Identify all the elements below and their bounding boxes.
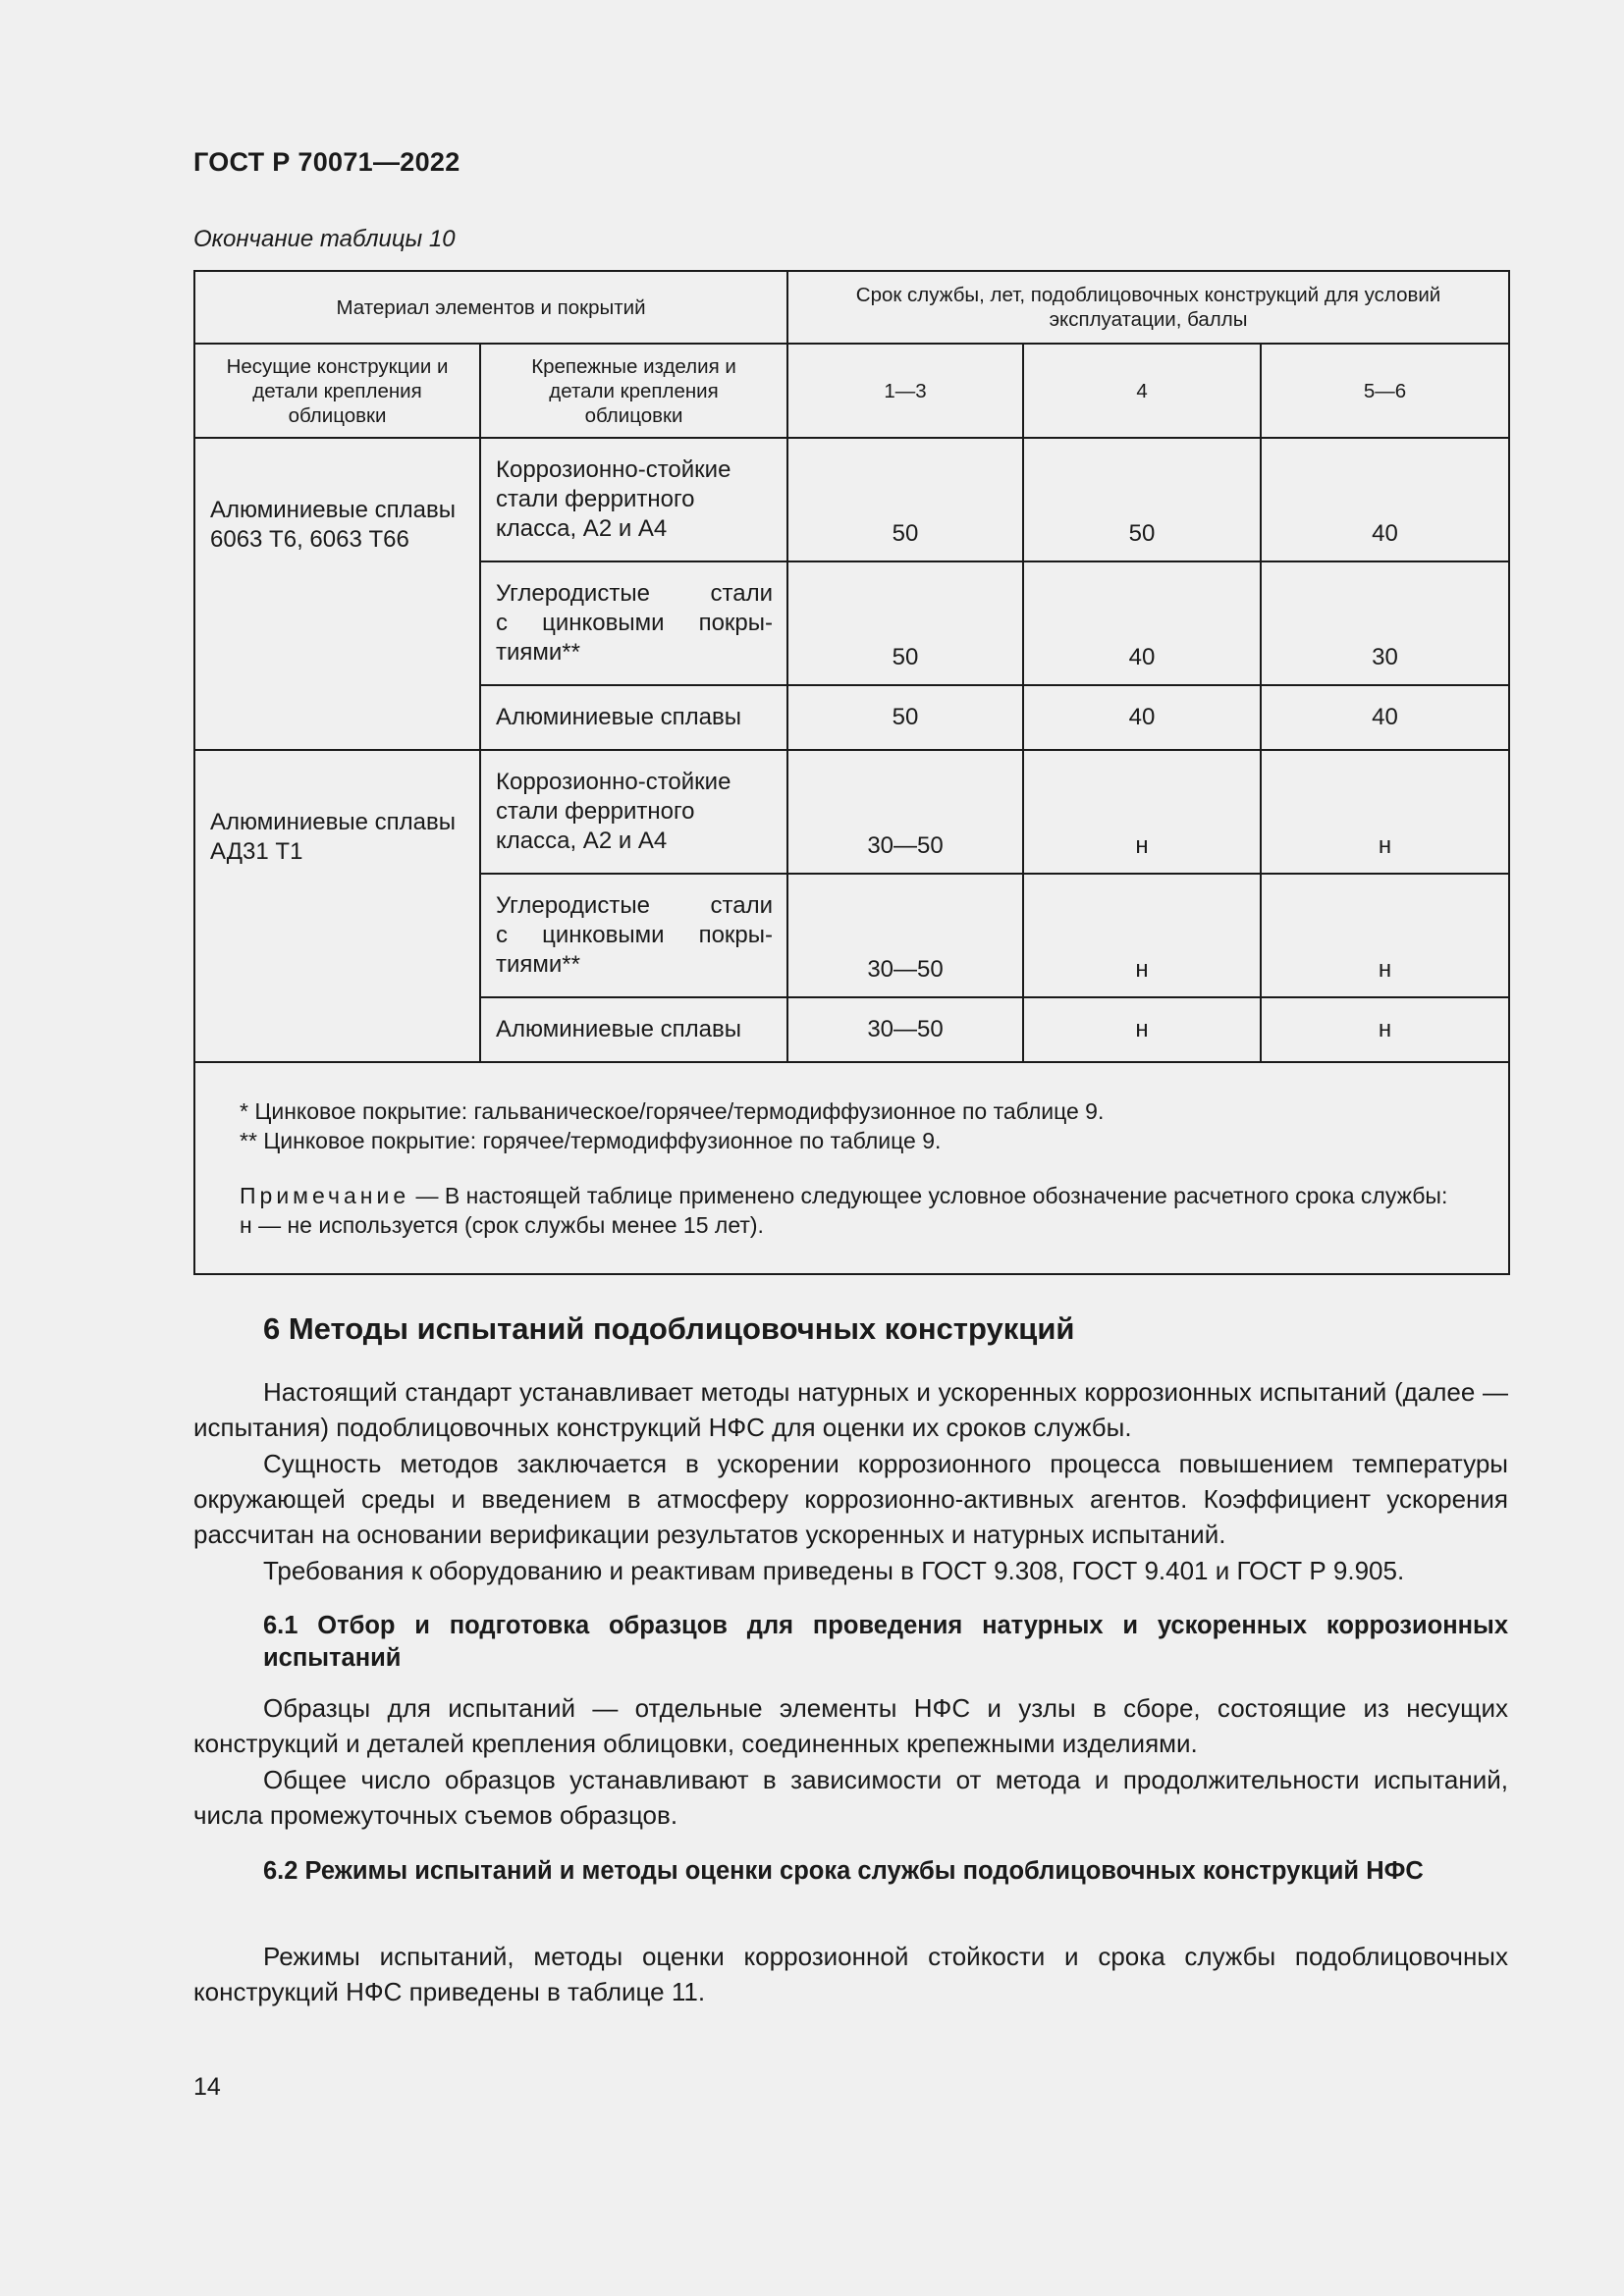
paragraph — [193, 1939, 1508, 2009]
footnote-2: ** Цинковое покрытие: горячее/термодиффузионное по таблице 9. — [240, 1128, 942, 1153]
fastener-line: с цинковыми покры- — [496, 610, 774, 636]
support-material-cell — [194, 750, 480, 1062]
value-cell: н — [1261, 874, 1509, 997]
fastener-line: тиями** — [496, 639, 580, 666]
value-cell: 50 — [1023, 438, 1261, 561]
value-cell: н — [1023, 997, 1261, 1062]
header-cond-5-6: 5—6 — [1261, 344, 1509, 438]
value-cell: 30 — [1261, 561, 1509, 685]
value-cell: 30—50 — [787, 997, 1023, 1062]
value-cell: 50 — [787, 685, 1023, 750]
table-header-row-2 — [194, 344, 1509, 438]
value-cell: н — [1023, 874, 1261, 997]
value-cell: 40 — [1023, 561, 1261, 685]
paragraph — [193, 1690, 1508, 1761]
paragraph-text: Сущность методов заключается в ускорении коррозионного процесса повышением температуры окружающей среды и введением в атмосферу коррозионно-активных агентов. Коэффициент ускорения рассчитан на основании верификации результатов ускоренных и натурных испытаний. — [193, 1449, 1508, 1549]
fastener-line: Углеродистые стали — [496, 892, 774, 919]
section-title: 6 Методы испытаний подоблицовочных конструкций — [263, 1311, 1075, 1346]
note-label: Примечание — [240, 1183, 410, 1208]
fastener-cell: Алюминиевые сплавы — [480, 997, 787, 1062]
support-material-text: Алюминиевые сплавы АД31 Т1 — [210, 809, 457, 865]
paragraph-text: Режимы испытаний, методы оценки коррозионной стойкости и срока службы подоблицовочных конструкций НФС приведены в таблице 11. — [193, 1942, 1508, 2006]
value-cell: 40 — [1261, 438, 1509, 561]
value-cell: 30—50 — [787, 874, 1023, 997]
value-cell: 30—50 — [787, 750, 1023, 874]
standard-code: ГОСТ Р 70071—2022 — [193, 147, 460, 177]
header-fastener: Крепежные изделия и детали крепления облицовки — [480, 344, 787, 438]
subsection-title-6-1: 6.1 Отбор и подготовка образцов для проведения натурных и ускоренных коррозионных испытаний — [263, 1612, 1508, 1672]
table-header-row-1 — [194, 271, 1509, 344]
paragraph — [193, 1762, 1508, 1833]
fastener-cell — [480, 874, 787, 997]
table-notes — [194, 1062, 1509, 1274]
value-cell: н — [1023, 750, 1261, 874]
fastener-line: с цинковыми покры- — [496, 922, 774, 948]
footnote-1: * Цинковое покрытие: гальваническое/горячее/термодиффузионное по таблице 9. — [240, 1098, 1105, 1124]
paragraph-text: Настоящий стандарт устанавливает методы натурных и ускоренных коррозионных испытаний (далее — испытания) подоблицовочных конструкций НФС для оценки их сроков службы. — [193, 1377, 1508, 1442]
table-caption: Окончание таблицы 10 — [193, 226, 456, 252]
fastener-cell — [480, 561, 787, 685]
header-service-life: Срок службы, лет, подоблицовочных конструкций для условий эксплуатации, баллы — [787, 271, 1509, 344]
table-row — [194, 750, 1509, 874]
service-life-table — [193, 270, 1510, 1275]
paragraph-text: Общее число образцов устанавливают в зависимости от метода и продолжительности испытаний, числа промежуточных съемов образцов. — [193, 1765, 1508, 1830]
value-cell: 50 — [787, 438, 1023, 561]
value-cell: н — [1261, 750, 1509, 874]
paragraph — [193, 1446, 1508, 1552]
table-notes-row — [194, 1062, 1509, 1274]
value-cell: 40 — [1261, 685, 1509, 750]
fastener-line: тиями** — [496, 951, 580, 978]
table-note — [210, 1181, 1492, 1210]
support-material-text: Алюминиевые сплавы 6063 Т6, 6063 Т66 — [210, 497, 457, 553]
header-support: Несущие конструкции и детали крепления облицовки — [194, 344, 480, 438]
support-material-cell — [194, 438, 480, 750]
paragraph-text: Образцы для испытаний — отдельные элементы НФС и узлы в сборе, состоящие из несущих конструкций и деталей крепления облицовки, соединенных крепежными изделиями. — [193, 1693, 1508, 1758]
paragraph-text: Требования к оборудованию и реактивам приведены в ГОСТ 9.308, ГОСТ 9.401 и ГОСТ Р 9.905. — [263, 1556, 1405, 1585]
note-definition: н — не используется (срок службы менее 15 лет). — [240, 1212, 764, 1238]
value-cell: 50 — [787, 561, 1023, 685]
value-cell: н — [1261, 997, 1509, 1062]
fastener-cell: Алюминиевые сплавы — [480, 685, 787, 750]
fastener-line: Углеродистые стали — [496, 580, 774, 607]
header-cond-1-3: 1—3 — [787, 344, 1023, 438]
fastener-cell: Коррозионно-стойкие стали ферритного класса, А2 и А4 — [480, 438, 787, 561]
note-text: — В настоящей таблице применено следующее условное обозначение расчетного срока службы: — [409, 1183, 1448, 1208]
header-material: Материал элементов и покрытий — [194, 271, 787, 344]
header-cond-4: 4 — [1023, 344, 1261, 438]
paragraph — [193, 1374, 1508, 1445]
subsection-title-6-2: 6.2 Режимы испытаний и методы оценки срока службы подоблицовочных конструкций НФС — [263, 1857, 1424, 1885]
page-number: 14 — [193, 2073, 221, 2101]
paragraph — [193, 1553, 1508, 1588]
table-row — [194, 438, 1509, 561]
fastener-cell: Коррозионно-стойкие стали ферритного класса, А2 и А4 — [480, 750, 787, 874]
value-cell: 40 — [1023, 685, 1261, 750]
